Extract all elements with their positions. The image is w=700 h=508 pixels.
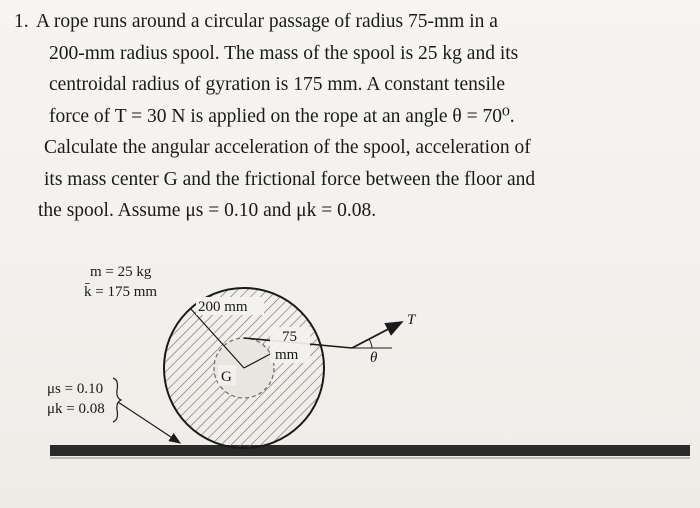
problem-line-1: 1. A rope runs around a circular passage of radius 75-mm in a: [14, 6, 694, 38]
gyration-label: k̄ = 175 mm: [84, 284, 158, 300]
problem-line-6: its mass center G and the frictional force between the floor and: [44, 168, 536, 190]
inner-radius-value: 75: [282, 329, 297, 345]
angle-arc: [369, 339, 372, 348]
problem-line-7: the spool. Assume μs = 0.10 and μk = 0.08.: [38, 200, 377, 221]
problem-number: 1.: [14, 11, 29, 32]
mass-label: m = 25 kg: [90, 264, 152, 280]
floor: [50, 445, 690, 456]
outer-radius-label: 200 mm: [198, 299, 248, 315]
mu-s-label: μs = 0.10: [47, 381, 104, 397]
problem-line-3: centroidal radius of gyration is 175 mm. A constant tensile: [49, 74, 506, 95]
problem-line-2: 200-mm radius spool. The mass of the spool is 25 kg and its: [49, 42, 519, 64]
spool-svg: [0, 240, 700, 508]
tension-label: T: [407, 312, 416, 328]
problem-line-4: force of T = 30 N is applied on the rope at an angle θ = 70⁰.: [49, 105, 515, 127]
friction-leader: [118, 402, 180, 443]
inner-radius-unit: mm: [275, 347, 299, 363]
problem-statement: [14, 6, 694, 227]
angle-label: θ: [370, 350, 378, 366]
mu-k-label: μk = 0.08: [47, 401, 105, 417]
tension-arrow: [352, 322, 402, 348]
spool-diagram: [0, 240, 700, 508]
center-label: G: [221, 369, 232, 385]
friction-brace: [113, 378, 121, 422]
problem-line-5: Calculate the angular acceleration of the spool, acceleration of: [44, 137, 531, 158]
